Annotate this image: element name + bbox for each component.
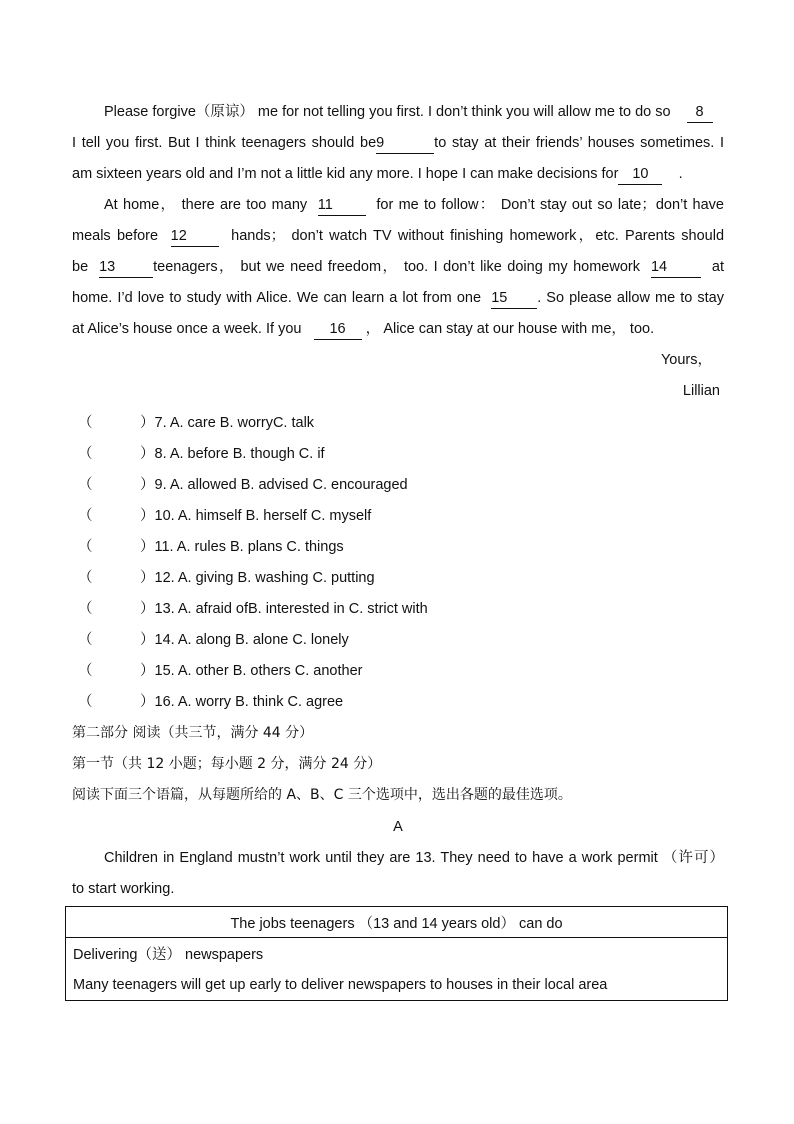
passage-a-line-1: Children in England mustn’t work until they are 13. They need to have a work permit （许可） [104,850,724,866]
answer-paren[interactable]: （ [78,508,93,524]
passage-line-2 [72,128,724,159]
passage-text: at [711,259,724,275]
option-text: ）9. A. allowed B. advised C. encouraged [140,477,408,493]
passage-text: Please forgive（原谅） me for not telling you first. I don’t think you will allow me to do so [104,104,671,120]
passage-line-8 [72,314,724,345]
answer-paren[interactable]: （ [78,415,93,431]
option-row-10 [78,501,371,532]
blank-14: 14 [651,257,701,278]
passage-label-a: A [393,819,403,835]
option-text: ）13. A. afraid ofB. interested in C. strict with [140,601,428,617]
blank-10: 10 [618,164,662,185]
answer-paren[interactable]: （ [78,570,93,586]
passage-text: home. I’d love to study with Alice. We can learn a lot from one [72,290,482,306]
option-row-14 [78,625,349,656]
option-row-8 [78,439,325,470]
option-text: ）8. A. before B. though C. if [140,446,325,462]
jobs-table [65,906,728,1001]
table-row [66,938,728,1001]
passage-line-6 [72,252,724,283]
passage-text: . [678,166,683,182]
option-text: ）7. A. care B. worryC. talk [140,415,315,431]
option-row-15 [78,656,362,687]
passage-text: teenagers， but we need freedom， too. I don’t like doing my homework [153,259,640,275]
blank-12: 12 [171,226,219,247]
letter-closing: Yours， [660,352,712,368]
section-part2-heading: 第二部分 阅读（共三节，满分 44 分） [72,725,314,741]
option-row-9 [78,470,408,501]
blank-8: 8 [687,102,713,123]
passage-text: at Alice’s house once a week. If you [72,321,302,337]
passage-line-3 [72,159,724,190]
blank-13: 13 [99,257,153,278]
job-description: Many teenagers will get up early to deliver newspapers to houses in their local area [73,977,608,993]
passage-line-4 [104,190,724,221]
passage-text: meals before [72,228,159,244]
passage-text: I tell you first. But I think teenagers should be [72,135,377,151]
option-row-13 [78,594,428,625]
passage-text: to stay at their friends’ houses sometimes. I [434,135,724,151]
passage-a-line-2: to start working. [72,881,175,897]
table-body-cell [66,938,728,1001]
answer-paren[interactable]: （ [78,539,93,555]
option-text: ）10. A. himself B. herself C. myself [140,508,372,524]
option-row-7 [78,408,314,439]
answer-paren[interactable]: （ [78,446,93,462]
option-row-16 [78,687,343,718]
option-text: ）11. A. rules B. plans C. things [140,539,344,555]
blank-9: 9 [376,133,434,154]
blank-16: 16 [314,319,362,340]
answer-paren[interactable]: （ [78,694,93,710]
passage-text: for me to follow： Don’t stay out so late；don’t have [376,197,724,213]
option-text: ）12. A. giving B. washing C. putting [140,570,375,586]
option-text: ）16. A. worry B. think C. agree [140,694,344,710]
blank-15: 15 [491,288,537,309]
option-text: ）14. A. along B. alone C. lonely [140,632,349,648]
passage-text: At home， there are too many [104,197,308,213]
blank-11: 11 [318,195,366,216]
passage-line-5 [72,221,724,252]
passage-text: . So please allow me to stay [537,290,724,306]
job-title: Delivering（送） newspapers [73,947,264,963]
option-row-12 [78,563,375,594]
passage-line-7 [72,283,724,314]
letter-signature: Lillian [682,383,720,399]
answer-paren[interactable]: （ [78,632,93,648]
option-row-11 [78,532,344,563]
passage-text: ， Alice can stay at our house with me， too. [365,321,655,337]
table-header-row [66,907,728,938]
reading-instructions: 阅读下面三个语篇，从每题所给的 A、B、C 三个选项中，选出各题的最佳选项。 [72,787,572,803]
answer-paren[interactable]: （ [78,477,93,493]
passage-text: be [72,259,89,275]
option-text: ）15. A. other B. others C. another [140,663,363,679]
passage-text: am sixteen years old and I’m not a little kid any more. I hope I can make decisions for [72,166,619,182]
table-header-cell: The jobs teenagers （13 and 14 years old） can do [66,907,728,938]
passage-line-1 [104,97,724,128]
answer-paren[interactable]: （ [78,663,93,679]
answer-paren[interactable]: （ [78,601,93,617]
section-1-heading: 第一节（共 12 小题；每小题 2 分，满分 24 分） [72,756,382,772]
passage-text: hands； don’t watch TV without finishing homework，etc. Parents should [231,228,725,244]
